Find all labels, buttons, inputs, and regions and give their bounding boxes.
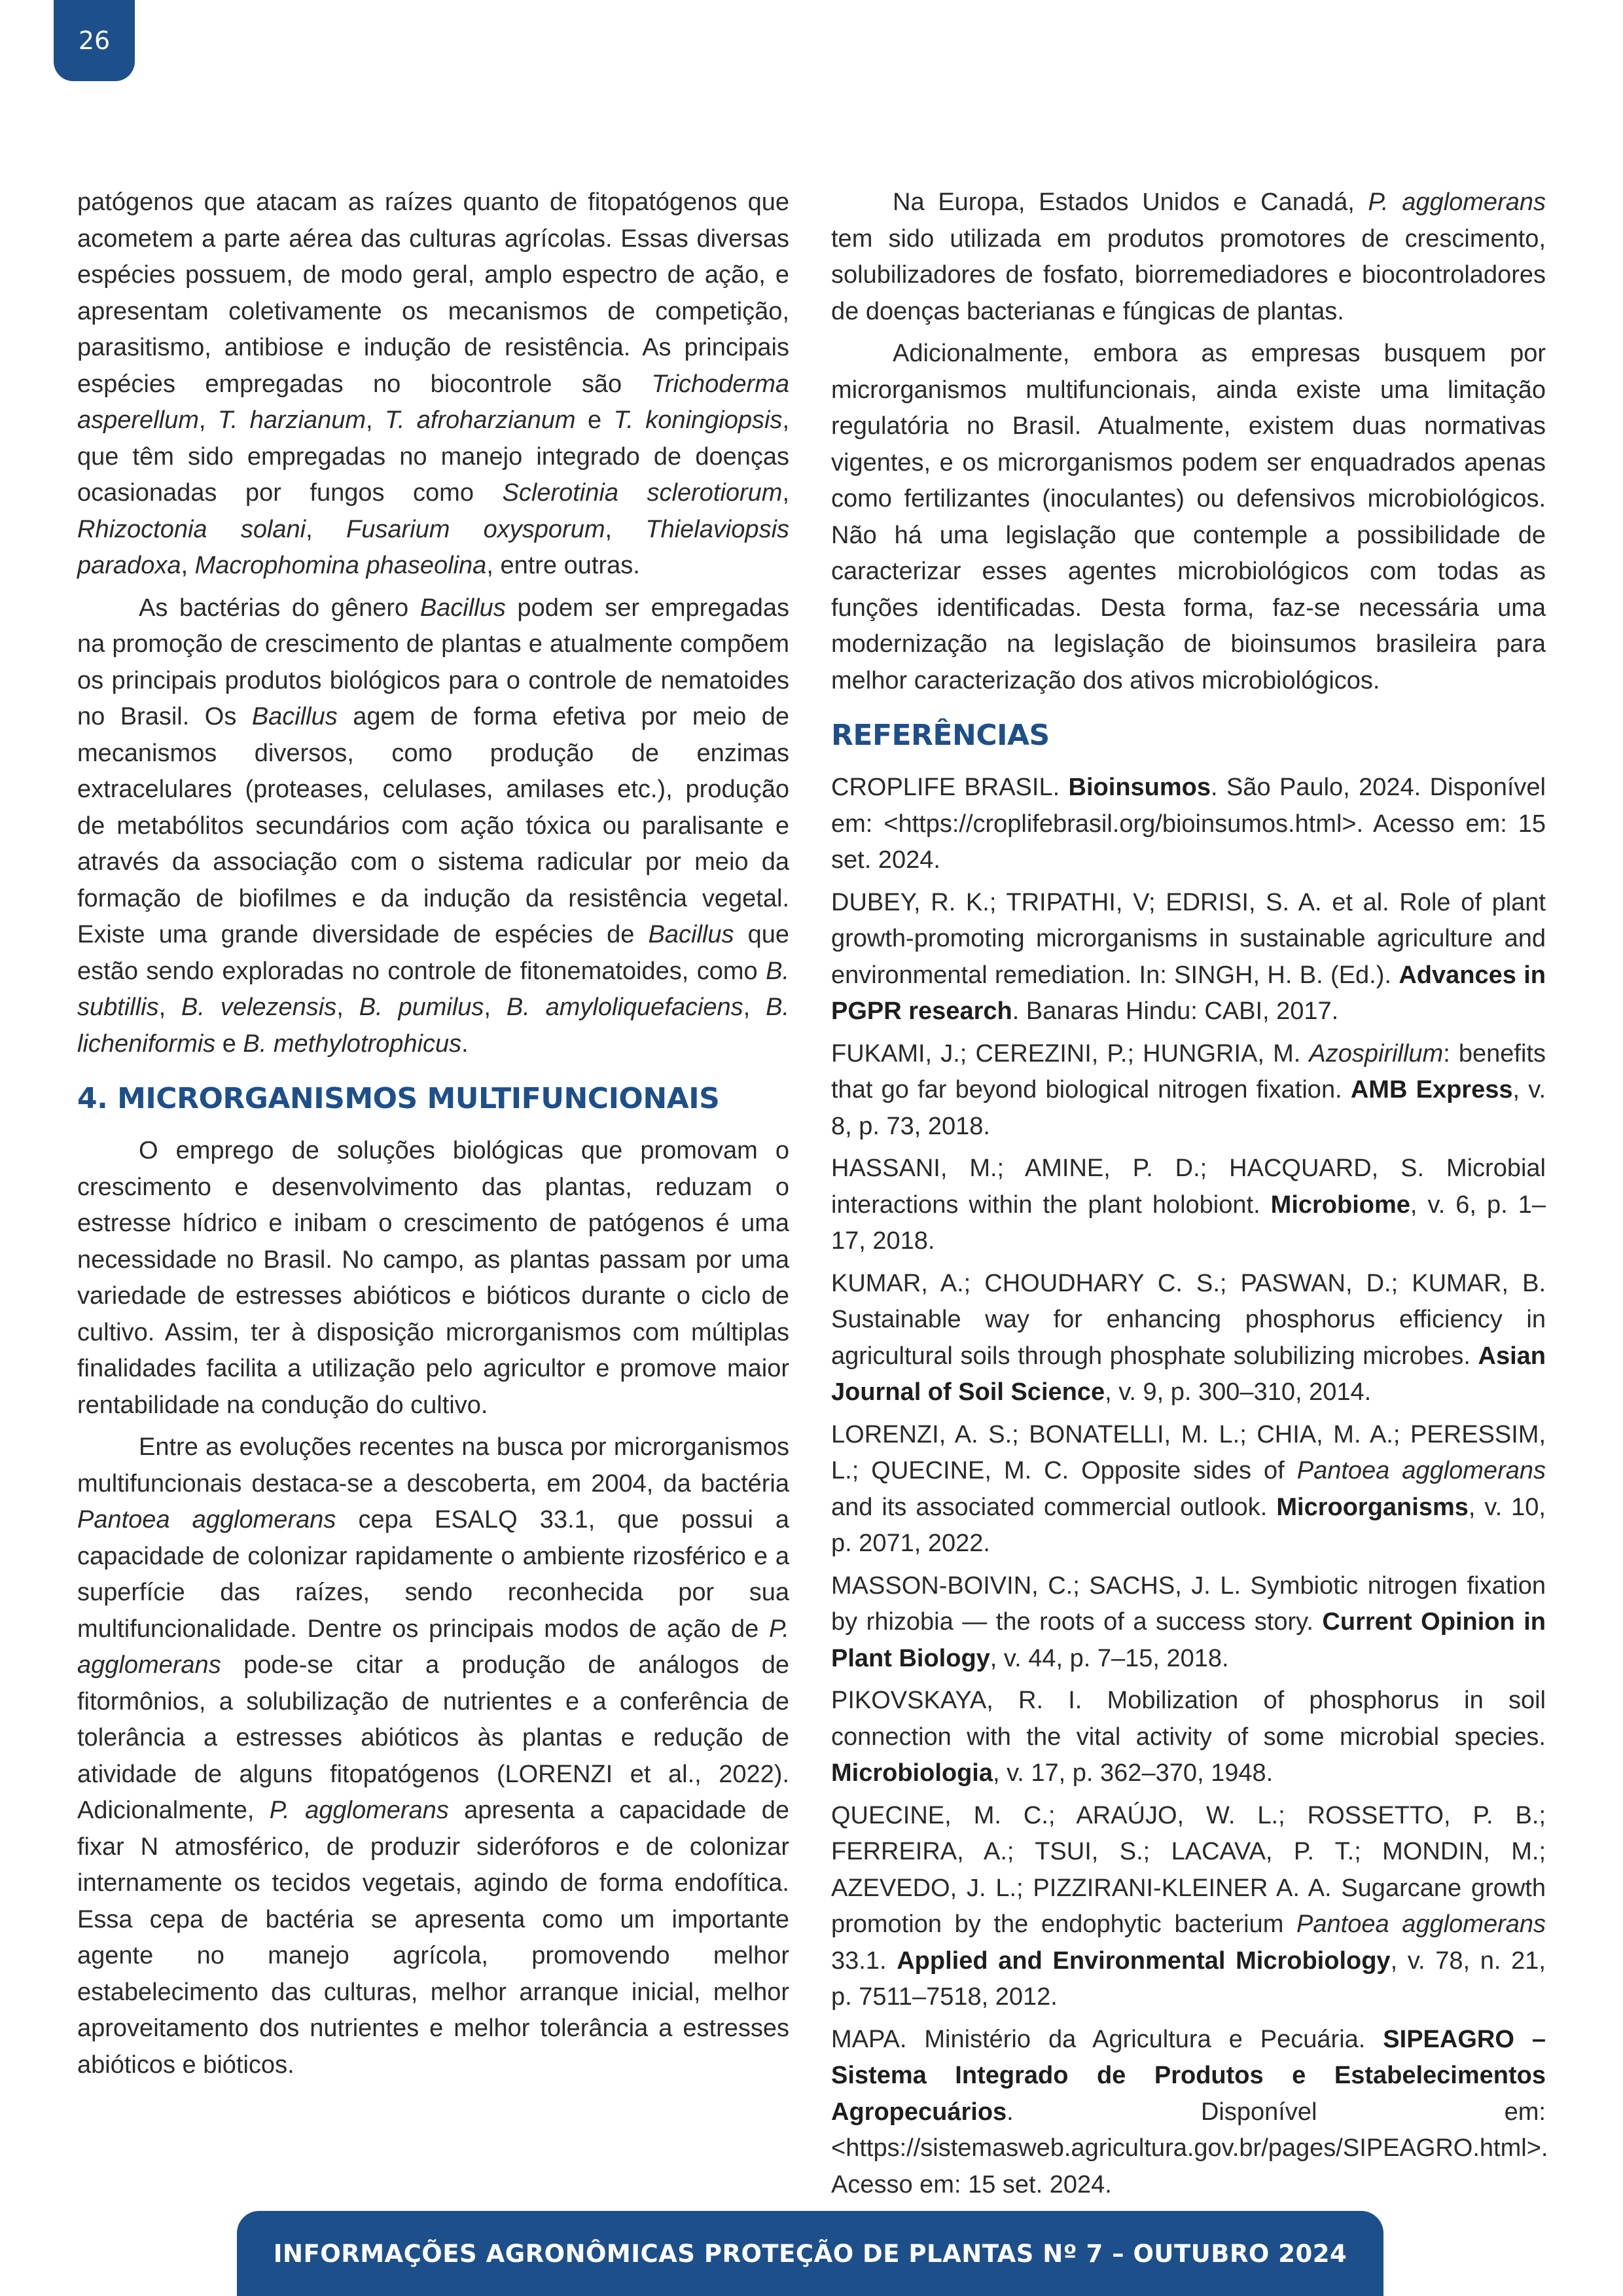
reference-item: HASSANI, M.; AMINE, P. D.; HACQUARD, S. Microbial interactions within the plant holobiont. Microbiome, v. 6, p. 1–17, 2018. [831, 1155, 1546, 1255]
reference-item: MAPA. Ministério da Agricultura e Pecuária. SIPEAGRO – Sistema Integrado de Produtos e Estabelecimentos Agropecuários. Disponível em: <https://sistemasweb.agricultura.gov.br/pages/SIPEAGRO.html>. Acesso em: 15 set. 2024. [831, 2025, 1548, 2198]
paragraph: Entre as evoluções recentes na busca por microrganismos multifuncionais destaca-se a descoberta, em 2004, da bactéria Pantoea agglomerans cepa ESALQ 33.1, que possui a capacidade de colonizar rapidamente o ambiente rizosférico e a superfície das raízes, sendo reconhecida por sua multifuncionalidade. Dentre os principais modos de ação de P. agglomerans pode-se citar a produção de análogos de fitormônios, a solubilização de nutrientes e a conferência de tolerância a estresses abióticos às plantas e redução de atividade de alguns fitopatógenos (LORENZI et al., 2022). Adicionalmente, P. agglomerans apresenta a capacidade de fixar N atmosférico, de produzir sideróforos e de colonizar internamente os tecidos vegetais, agindo de forma endofítica. Essa cepa de bactéria se apresenta como um importante agente no manejo agrícola, promovendo melhor estabelecimento das culturas, melhor arranque inicial, melhor aproveitamento dos nutrientes e melhor tolerância a estresses abióticos e bióticos. [77, 1433, 790, 2079]
paragraph: As bactérias do gênero Bacillus podem ser empregadas na promoção de crescimento de plantas e atualmente compõem os principais produtos biológicos para o controle de nematoides no Brasil. Os Bacillus agem de forma efetiva por meio de mecanismos diversos, como produção de enzimas extracelulares (proteases, celulases, amilases etc.), produção de metabólitos secundários com ação tóxica ou paralisante e através da associação com o sistema radicular por meio da formação de biofilmes e da indução da resistência vegetal. Existe uma grande diversidade de espécies de Bacillus que estão sendo exploradas no controle de fitonematoides, como B. subtillis, B. velezensis, B. pumilus, B. amyloliquefaciens, B. licheniformis e B. methylotrophicus. [77, 594, 790, 1058]
footer-banner: INFORMAÇÕES AGRONÔMICAS PROTEÇÃO DE PLANTAS Nº 7 – OUTUBRO 2024 [237, 2211, 1383, 2296]
paragraph: Adicionalmente, embora as empresas busquem por microrganismos multifuncionais, ainda existe uma limitação regulatória no Brasil. Atualmente, existem duas normativas vigentes, e os microrganismos podem ser enquadrados apenas como fertilizantes (inoculantes) ou defensivos microbiológicos. Não há uma legislação que contemple a possibilidade de caracterizar esses agentes microbiológicos com todas as funções identificadas. Desta forma, faz-se necessária uma modernização na legislação de bioinsumos brasileira para melhor caracterização dos ativos microbiológicos. [831, 340, 1546, 694]
reference-item: DUBEY, R. K.; TRIPATHI, V; EDRISI, S. A. et al. Role of plant growth-promoting microrganisms in sustainable agriculture and environmental remediation. In: SINGH, H. B. (Ed.). Advances in PGPR research. Banaras Hindu: CABI, 2017. [831, 888, 1546, 1025]
references-heading: REFERÊNCIAS [831, 719, 1050, 752]
reference-item: MASSON-BOIVIN, C.; SACHS, J. L. Symbiotic nitrogen fixation by rhizobia — the roots of a success story. Current Opinion in Plant Biology, v. 44, p. 7–15, 2018. [831, 1571, 1546, 1672]
reference-item: PIKOVSKAYA, R. I. Mobilization of phosphorus in soil connection with the vital activity of some microbial species. Microbiologia, v. 17, p. 362–370, 1948. [831, 1687, 1546, 1787]
reference-item: CROPLIFE BRASIL. Bioinsumos. São Paulo, 2024. Disponível em: <https://croplifebrasil.org/bioinsumos.html>. Acesso em: 15 set. 2024. [831, 774, 1546, 874]
page-number: 26 [54, 0, 135, 81]
right-column [831, 185, 1546, 2209]
paragraph: O emprego de soluções biológicas que promovam o crescimento e desenvolvimento das plantas, reduzam o estresse hídrico e inibam o crescimento de patógenos é uma necessidade no Brasil. No campo, as plantas passam por uma variedade de estresses abióticos e bióticos durante o ciclo de cultivo. Assim, ter à disposição microrganismos com múltiplas finalidades facilita a utilização pelo agricultor e promove maior rentabilidade na condução do cultivo. [77, 1137, 789, 1419]
reference-item: FUKAMI, J.; CEREZINI, P.; HUNGRIA, M. Azospirillum: benefits that go far beyond biological nitrogen fixation. AMB Express, v. 8, p. 73, 2018. [831, 1039, 1546, 1140]
reference-item: LORENZI, A. S.; BONATELLI, M. L.; CHIA, M. A.; PERESSIM, L.; QUECINE, M. C. Opposite sides of Pantoea agglomerans and its associated commercial outlook. Microorganisms, v. 10, p. 2071, 2022. [831, 1420, 1546, 1557]
reference-item: KUMAR, A.; CHOUDHARY C. S.; PASWAN, D.; KUMAR, B. Sustainable way for enhancing phosphorus efficiency in agricultural soils through phosphate solubilizing microbes. Asian Journal of Soil Science, v. 9, p. 300–310, 2014. [831, 1269, 1546, 1406]
reference-item: QUECINE, M. C.; ARAÚJO, W. L.; ROSSETTO, P. B.; FERREIRA, A.; TSUI, S.; LACAVA, P. T.; MONDIN, M.; AZEVEDO, J. L.; PIZZIRANI-KLEINER A. A. Sugarcane growth promotion by the endophytic bacterium Pantoea agglomerans 33.1. Applied and Environmental Microbiology, v. 78, n. 21, p. 7511–7518, 2012. [831, 1801, 1546, 2011]
paragraph: patógenos que atacam as raízes quanto de fitopatógenos que acometem a parte aérea das culturas agrícolas. Essas diversas espécies possuem, de modo geral, amplo espectro de ação, e apresentam coletivamente os mecanismos de competição, parasitismo, antibiose e indução de resistência. As principais espécies empregadas no biocontrole são Trichoderma asperellum, T. harzianum, T. afroharzianum e T. koningiopsis, que têm sido empregadas no manejo integrado de doenças ocasionadas por fungos como Sclerotinia sclerotiorum, Rhizoctonia solani, Fusarium oxysporum, Thielaviopsis paradoxa, Macrophomina phaseolina, entre outras. [77, 188, 790, 579]
paragraph: Na Europa, Estados Unidos e Canadá, P. agglomerans tem sido utilizada em produtos promotores de crescimento, solubilizadores de fosfato, biorremediadores e biocontroladores de doenças bacterianas e fúngicas de plantas. [831, 188, 1546, 325]
section-heading: 4. MICRORGANISMOS MULTIFUNCIONAIS [77, 1082, 720, 1115]
left-column [77, 185, 789, 2089]
